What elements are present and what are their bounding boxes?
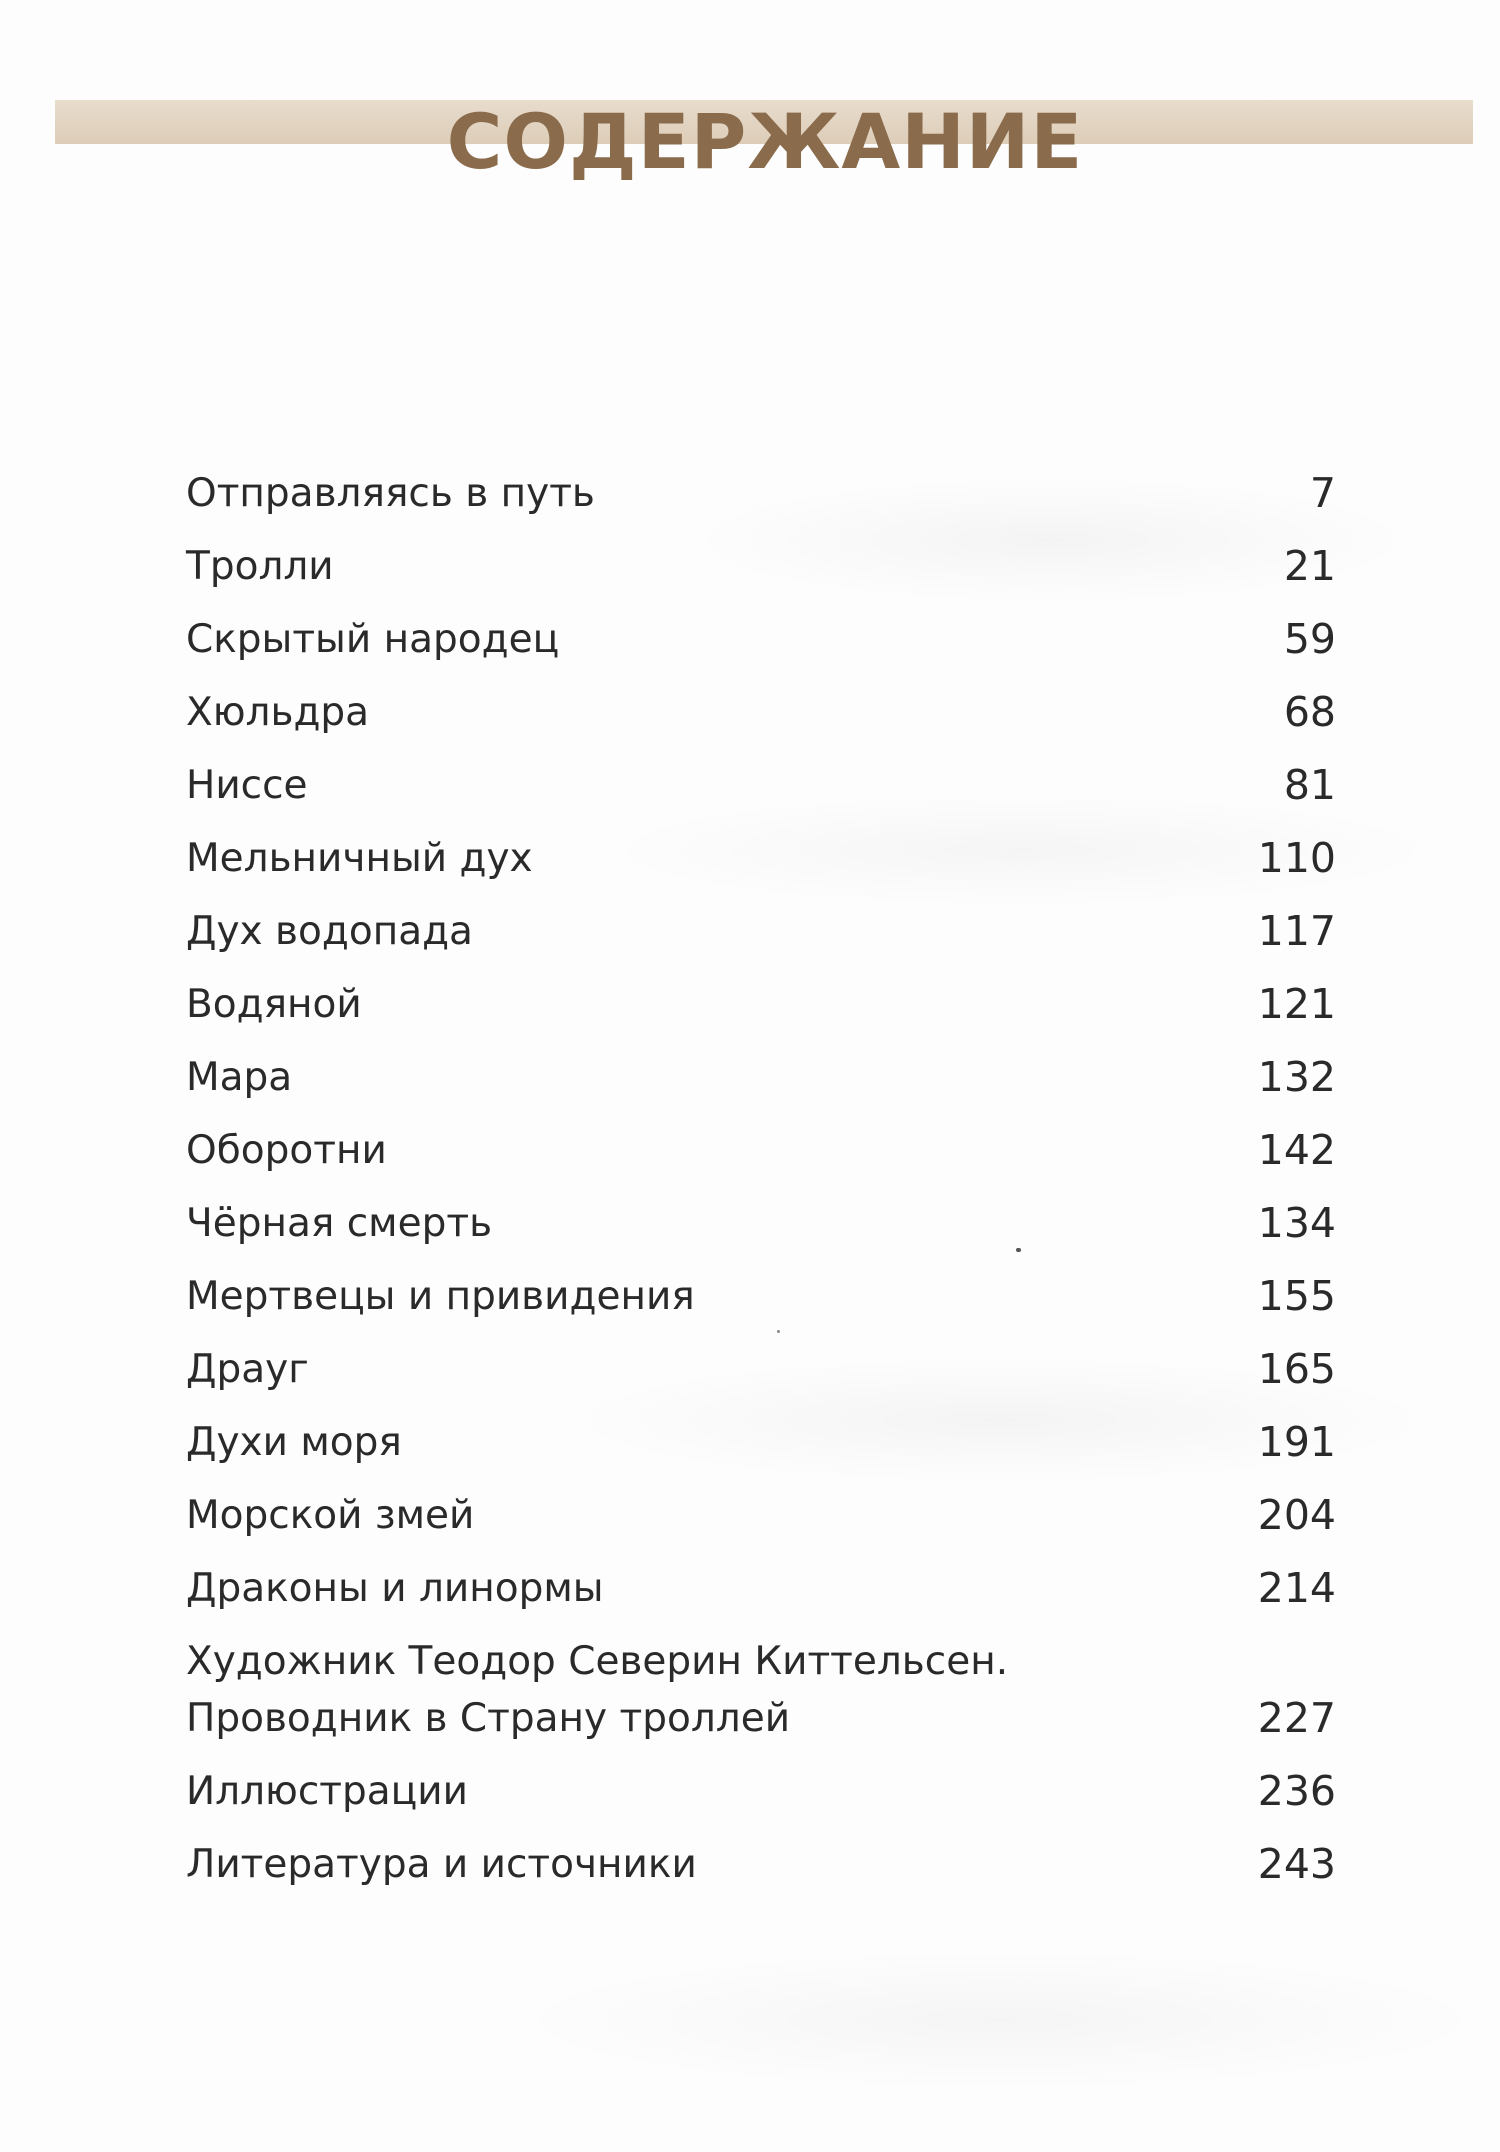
paper-speck xyxy=(777,1330,780,1333)
toc-entry xyxy=(186,1544,1336,1617)
toc-entry-page: 165 xyxy=(1257,1345,1336,1393)
toc-entry-title: Чёрная смерть xyxy=(186,1201,493,1246)
toc-entry xyxy=(186,1747,1336,1820)
toc-entry-page: 81 xyxy=(1283,761,1336,809)
toc-entry-page: 227 xyxy=(1257,1694,1336,1742)
toc-entry xyxy=(186,1033,1336,1106)
toc-entry-page: 110 xyxy=(1257,834,1336,882)
toc-entry-title: Скрытый народец xyxy=(186,617,560,662)
toc-entry xyxy=(186,1179,1336,1252)
toc-entry-title: Драуг xyxy=(186,1347,309,1392)
toc-entry-page: 21 xyxy=(1283,542,1336,590)
toc-entry-page: 7 xyxy=(1309,469,1336,517)
toc-entry-page: 134 xyxy=(1257,1199,1336,1247)
toc-entry-title: Мертвецы и привидения xyxy=(186,1274,695,1319)
toc-entry xyxy=(186,960,1336,1033)
toc-entry-title: Духи моря xyxy=(186,1420,402,1465)
toc-entry-page: 121 xyxy=(1257,980,1336,1028)
toc-entry xyxy=(186,1617,1336,1747)
toc-entry-title: Морской змей xyxy=(186,1493,475,1538)
toc-entry xyxy=(186,449,1336,522)
toc-entry-title: Мельничный дух xyxy=(186,836,533,881)
toc-entry xyxy=(186,522,1336,595)
toc-entry-page: 191 xyxy=(1257,1418,1336,1466)
toc-entry-title: Драконы и линормы xyxy=(186,1566,604,1611)
toc-entry xyxy=(186,1252,1336,1325)
toc-entry-title: Тролли xyxy=(186,544,334,589)
toc-entry-title: Отправляясь в путь xyxy=(186,471,595,516)
toc-entry xyxy=(186,1820,1336,1893)
toc-entry-page: 214 xyxy=(1257,1564,1336,1612)
toc-entry xyxy=(186,741,1336,814)
toc-entry xyxy=(186,668,1336,741)
toc-entry-title: Литература и источники xyxy=(186,1842,697,1887)
toc-entry-page: 155 xyxy=(1257,1272,1336,1320)
toc-entry-title: Оборотни xyxy=(186,1128,387,1173)
toc-entry-page: 243 xyxy=(1257,1840,1336,1888)
paper-speck xyxy=(1016,1248,1021,1252)
toc-entry-title: Художник Теодор Северин Киттельсен. Проводник в Страну троллей xyxy=(186,1639,1009,1741)
toc-entry xyxy=(186,1106,1336,1179)
toc-entry-title: Иллюстрации xyxy=(186,1769,468,1814)
toc-entry-title: Хюльдра xyxy=(186,690,370,735)
toc-entry-page: 68 xyxy=(1283,688,1336,736)
toc-entry xyxy=(186,595,1336,668)
toc-entry-page: 236 xyxy=(1257,1767,1336,1815)
page-title: СОДЕРЖАНИЕ xyxy=(446,97,1084,186)
toc-entry-page: 59 xyxy=(1283,615,1336,663)
toc-entry-title: Дух водопада xyxy=(186,909,473,954)
toc-entry-title: Мара xyxy=(186,1055,293,1100)
toc-entry xyxy=(186,1325,1336,1398)
toc-entry xyxy=(186,887,1336,960)
toc-entry xyxy=(186,814,1336,887)
toc-entry-page: 117 xyxy=(1257,907,1336,955)
toc-entry xyxy=(186,1471,1336,1544)
toc-entry-title: Ниссе xyxy=(186,763,308,808)
toc-entry-title: Водяной xyxy=(186,982,362,1027)
toc-entry-page: 132 xyxy=(1257,1053,1336,1101)
table-of-contents xyxy=(186,449,1336,1893)
toc-entry-page: 204 xyxy=(1257,1491,1336,1539)
toc-entry-page: 142 xyxy=(1257,1126,1336,1174)
toc-entry xyxy=(186,1398,1336,1471)
